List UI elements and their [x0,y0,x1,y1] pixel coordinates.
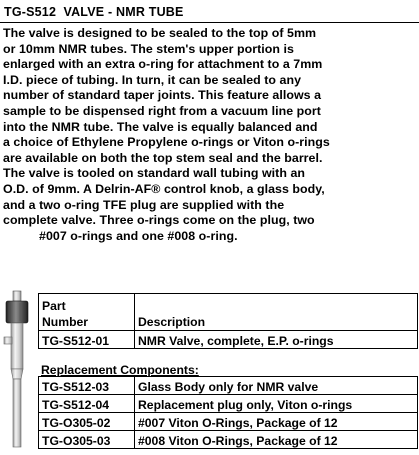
product-description [3,26,413,244]
parts-table-header [39,294,418,331]
replacement-heading: Replacement Components: [41,363,199,377]
description-cell: NMR Valve, complete, E.P. o-rings [135,331,418,349]
description-line: a choice of Ethylene Propylene o-rings or Viton o-rings [3,135,330,150]
description-line: O.D. of 9mm. A Delrin-AF® control knob, a glass body, [3,181,325,196]
table-row [39,431,418,449]
header-part-label: Part [42,299,66,313]
table-row [39,413,418,431]
part-number-cell: TG-S512-04 [39,395,135,413]
description-line: complete valve. Three o-rings come on the plug, two [3,213,315,228]
part-number-cell: TG-S512-03 [39,377,135,395]
description-cell: Replacement plug only, Viton o-rings [135,395,418,413]
description-line: The valve is tooled on standard wall tubing with an [3,166,306,181]
description-cell: Glass Body only for NMR valve [135,377,418,395]
description-line: and a two o-ring TFE plug are supplied with the [3,197,285,212]
table-row [39,331,418,349]
table-row [39,395,418,413]
header-part-number [39,294,135,331]
description-cell: #008 Viton O-Rings, Package of 12 [135,431,418,449]
header-number-label: Number [42,315,89,329]
header-description: Description [135,294,418,331]
replacement-table [38,376,418,449]
description-line: number of standard taper joints. This feature allows a [3,88,322,103]
part-number-cell: TG-O305-02 [39,413,135,431]
nmr-valve-icon [0,289,34,449]
title-divider [0,22,419,23]
description-line: are available on both the top stem seal and the barrel. [3,150,323,165]
description-line: sample to be dispensed right from a vacuum line port [3,103,321,118]
description-line: #007 o-rings and one #008 o-ring. [39,228,238,243]
description-line: enlarged with an extra o-ring for attachment to a 7mm [3,57,323,72]
part-number-cell: TG-S512-01 [39,331,135,349]
description-line: I.D. piece of tubing. In turn, it can be sealed to any [3,72,302,87]
part-number-cell: TG-O305-03 [39,431,135,449]
product-title: TG-S512 VALVE - NMR TUBE [4,5,184,19]
description-cell: #007 Viton O-Rings, Package of 12 [135,413,418,431]
parts-table [38,293,418,349]
description-line: into the NMR tube. The valve is equally balanced and [3,119,318,134]
description-line: or 10mm NMR tubes. The stem's upper portion is [3,41,294,56]
description-line: The valve is designed to be sealed to the top of 5mm [3,26,317,40]
table-row [39,377,418,395]
